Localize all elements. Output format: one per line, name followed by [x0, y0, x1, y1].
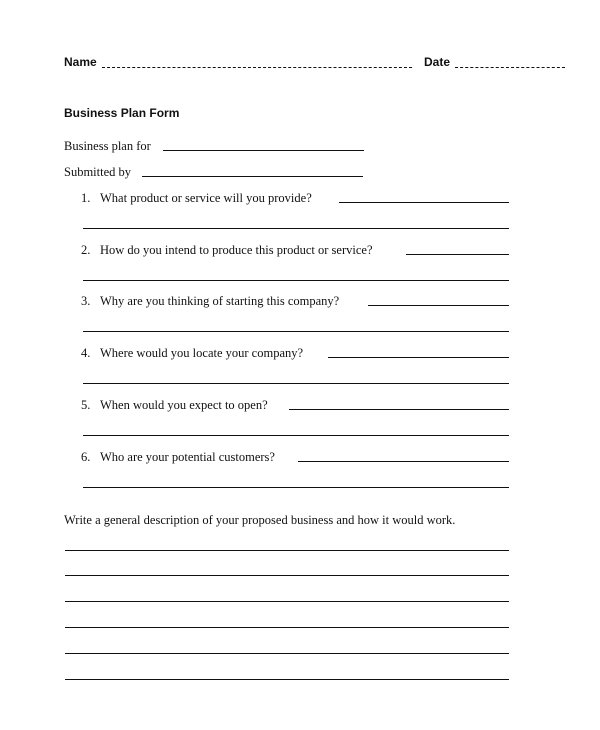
business-plan-for-field[interactable]	[163, 150, 364, 151]
description-line-3[interactable]	[65, 601, 509, 602]
name-label: Name	[64, 55, 97, 69]
question-6-answer-line-1[interactable]	[298, 461, 509, 462]
question-3-number: 3.	[81, 294, 91, 308]
question-5-answer-line-1[interactable]	[289, 409, 509, 410]
name-field[interactable]	[102, 67, 412, 68]
business-plan-for-label: Business plan for	[64, 139, 151, 153]
description-line-4[interactable]	[65, 627, 509, 628]
question-1-text: What product or service will you provide?	[100, 191, 312, 205]
question-1-answer-line-1[interactable]	[339, 202, 509, 203]
question-6-text: Who are your potential customers?	[100, 450, 275, 464]
question-4-answer-line-1[interactable]	[328, 357, 509, 358]
question-2-text: How do you intend to produce this product or service?	[100, 243, 373, 257]
description-line-1[interactable]	[65, 550, 509, 551]
question-5-answer-line-2[interactable]	[83, 435, 509, 436]
question-3-answer-line-1[interactable]	[368, 305, 509, 306]
question-4-answer-line-2[interactable]	[83, 383, 509, 384]
question-2-number: 2.	[81, 243, 91, 257]
question-6-number: 6.	[81, 450, 91, 464]
submitted-by-label: Submitted by	[64, 165, 132, 179]
description-prompt: Write a general description of your proposed business and how it would work.	[64, 513, 456, 527]
question-6-answer-line-2[interactable]	[83, 487, 509, 488]
question-3-answer-line-2[interactable]	[83, 331, 509, 332]
description-line-2[interactable]	[65, 575, 509, 576]
question-3-text: Why are you thinking of starting this company?	[100, 294, 340, 308]
question-2-answer-line-1[interactable]	[406, 254, 509, 255]
description-line-6[interactable]	[65, 679, 509, 680]
form-title: Business Plan Form	[64, 106, 180, 120]
date-label: Date	[424, 55, 451, 69]
question-5-number: 5.	[81, 398, 91, 412]
submitted-by-field[interactable]	[142, 176, 363, 177]
question-4-number: 4.	[81, 346, 91, 360]
question-1-number: 1.	[81, 191, 91, 205]
question-1-answer-line-2[interactable]	[83, 228, 509, 229]
date-field[interactable]	[455, 67, 565, 68]
question-5-text: When would you expect to open?	[100, 398, 268, 412]
question-2-answer-line-2[interactable]	[83, 280, 509, 281]
description-line-5[interactable]	[65, 653, 509, 654]
question-4-text: Where would you locate your company?	[100, 346, 304, 360]
